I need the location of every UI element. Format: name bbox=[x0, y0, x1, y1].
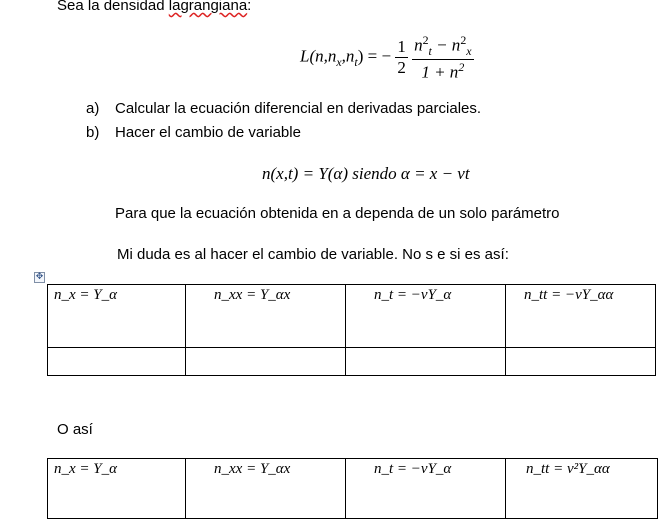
table1-empty-cell[interactable] bbox=[346, 348, 506, 376]
list-text-a: Calcular la ecuación diferencial en derivadas parciales. bbox=[115, 100, 482, 117]
eq1-lhs-end: ) = − bbox=[357, 46, 392, 66]
table2-cell-ntt bbox=[506, 459, 658, 519]
list-item-a bbox=[86, 100, 99, 117]
eq1-den-exp: 2 bbox=[458, 59, 465, 74]
spellcheck-underline: lagrangiana bbox=[168, 0, 248, 14]
table1-cell-nt-text: n_t = −vY_α bbox=[374, 287, 452, 303]
eq1-coefficient bbox=[395, 38, 408, 77]
intro-text bbox=[57, 0, 251, 14]
eq1-numerator: $n^2_t - n^2_x$ bbox=[414, 33, 472, 59]
eq1-den-text: 1 + n bbox=[421, 62, 459, 82]
table1-cell-nx bbox=[48, 285, 186, 348]
list-text-b: Hacer el cambio de variable bbox=[115, 124, 301, 141]
list-marker-a: a) bbox=[86, 100, 100, 117]
eq1-coef-num: 1 bbox=[397, 37, 406, 57]
change-of-variable-equation: n(x,t) = Y(α) siendo α = x − vt bbox=[262, 164, 470, 183]
eq1-num-mid: − n bbox=[431, 35, 461, 55]
eq1-fraction bbox=[412, 34, 473, 81]
eq1-lhs-sub-t: t bbox=[354, 54, 358, 69]
table2-cell-nx-text: n_x = Y_α bbox=[54, 461, 117, 477]
eq1-lhs-sub-x: x bbox=[336, 54, 342, 69]
table1-cell-nt bbox=[346, 285, 506, 348]
table1-cell-nxx-text: n_xx = Y_αx bbox=[214, 287, 291, 303]
table2-cell-nxx-text: n_xx = Y_αx bbox=[214, 461, 291, 477]
table2-cell-nxx bbox=[186, 459, 346, 519]
eq1-denominator bbox=[421, 60, 464, 82]
table-second-option bbox=[47, 458, 658, 519]
table1-cell-ntt bbox=[506, 285, 656, 348]
table2-cell-nt bbox=[346, 459, 506, 519]
table1-empty-cell[interactable] bbox=[506, 348, 656, 376]
eq1-coef-den: 2 bbox=[397, 58, 406, 78]
doubt-paragraph: Mi duda es al hacer el cambio de variable. No s e si es así: bbox=[117, 246, 509, 263]
o-asi-text: O así bbox=[57, 421, 93, 438]
table2-cell-nx bbox=[48, 459, 186, 519]
lagrangian-equation bbox=[300, 34, 474, 81]
table1-cell-nx-text: n_x = Y_α bbox=[54, 287, 117, 303]
table1-cell-ntt-text: n_tt = −vY_αα bbox=[524, 287, 614, 303]
eq1-num-n: n bbox=[414, 35, 423, 55]
list-item-b bbox=[86, 124, 99, 141]
eq1-num-x: x bbox=[466, 44, 472, 59]
table-first-option bbox=[47, 284, 656, 376]
intro-label: Sea la densidad lagrangiana: bbox=[57, 0, 251, 14]
eq1-num-t: t bbox=[428, 44, 432, 59]
table1-cell-nxx bbox=[186, 285, 346, 348]
parameter-paragraph: Para que la ecuación obtenida en a dependa de un solo parámetro bbox=[115, 205, 560, 222]
table1-empty-cell[interactable] bbox=[186, 348, 346, 376]
eq1-lhs-mid: ,n bbox=[341, 46, 355, 66]
table-move-handle-icon[interactable]: ✥ bbox=[35, 272, 44, 282]
eq1-lhs: L(n,n bbox=[300, 46, 337, 66]
table2-cell-nt-text: n_t = −vY_α bbox=[374, 461, 452, 477]
table2-cell-ntt-text: n_tt = v²Y_αα bbox=[526, 461, 610, 477]
table1-empty-cell[interactable] bbox=[48, 348, 186, 376]
list-marker-b: b) bbox=[86, 124, 100, 141]
